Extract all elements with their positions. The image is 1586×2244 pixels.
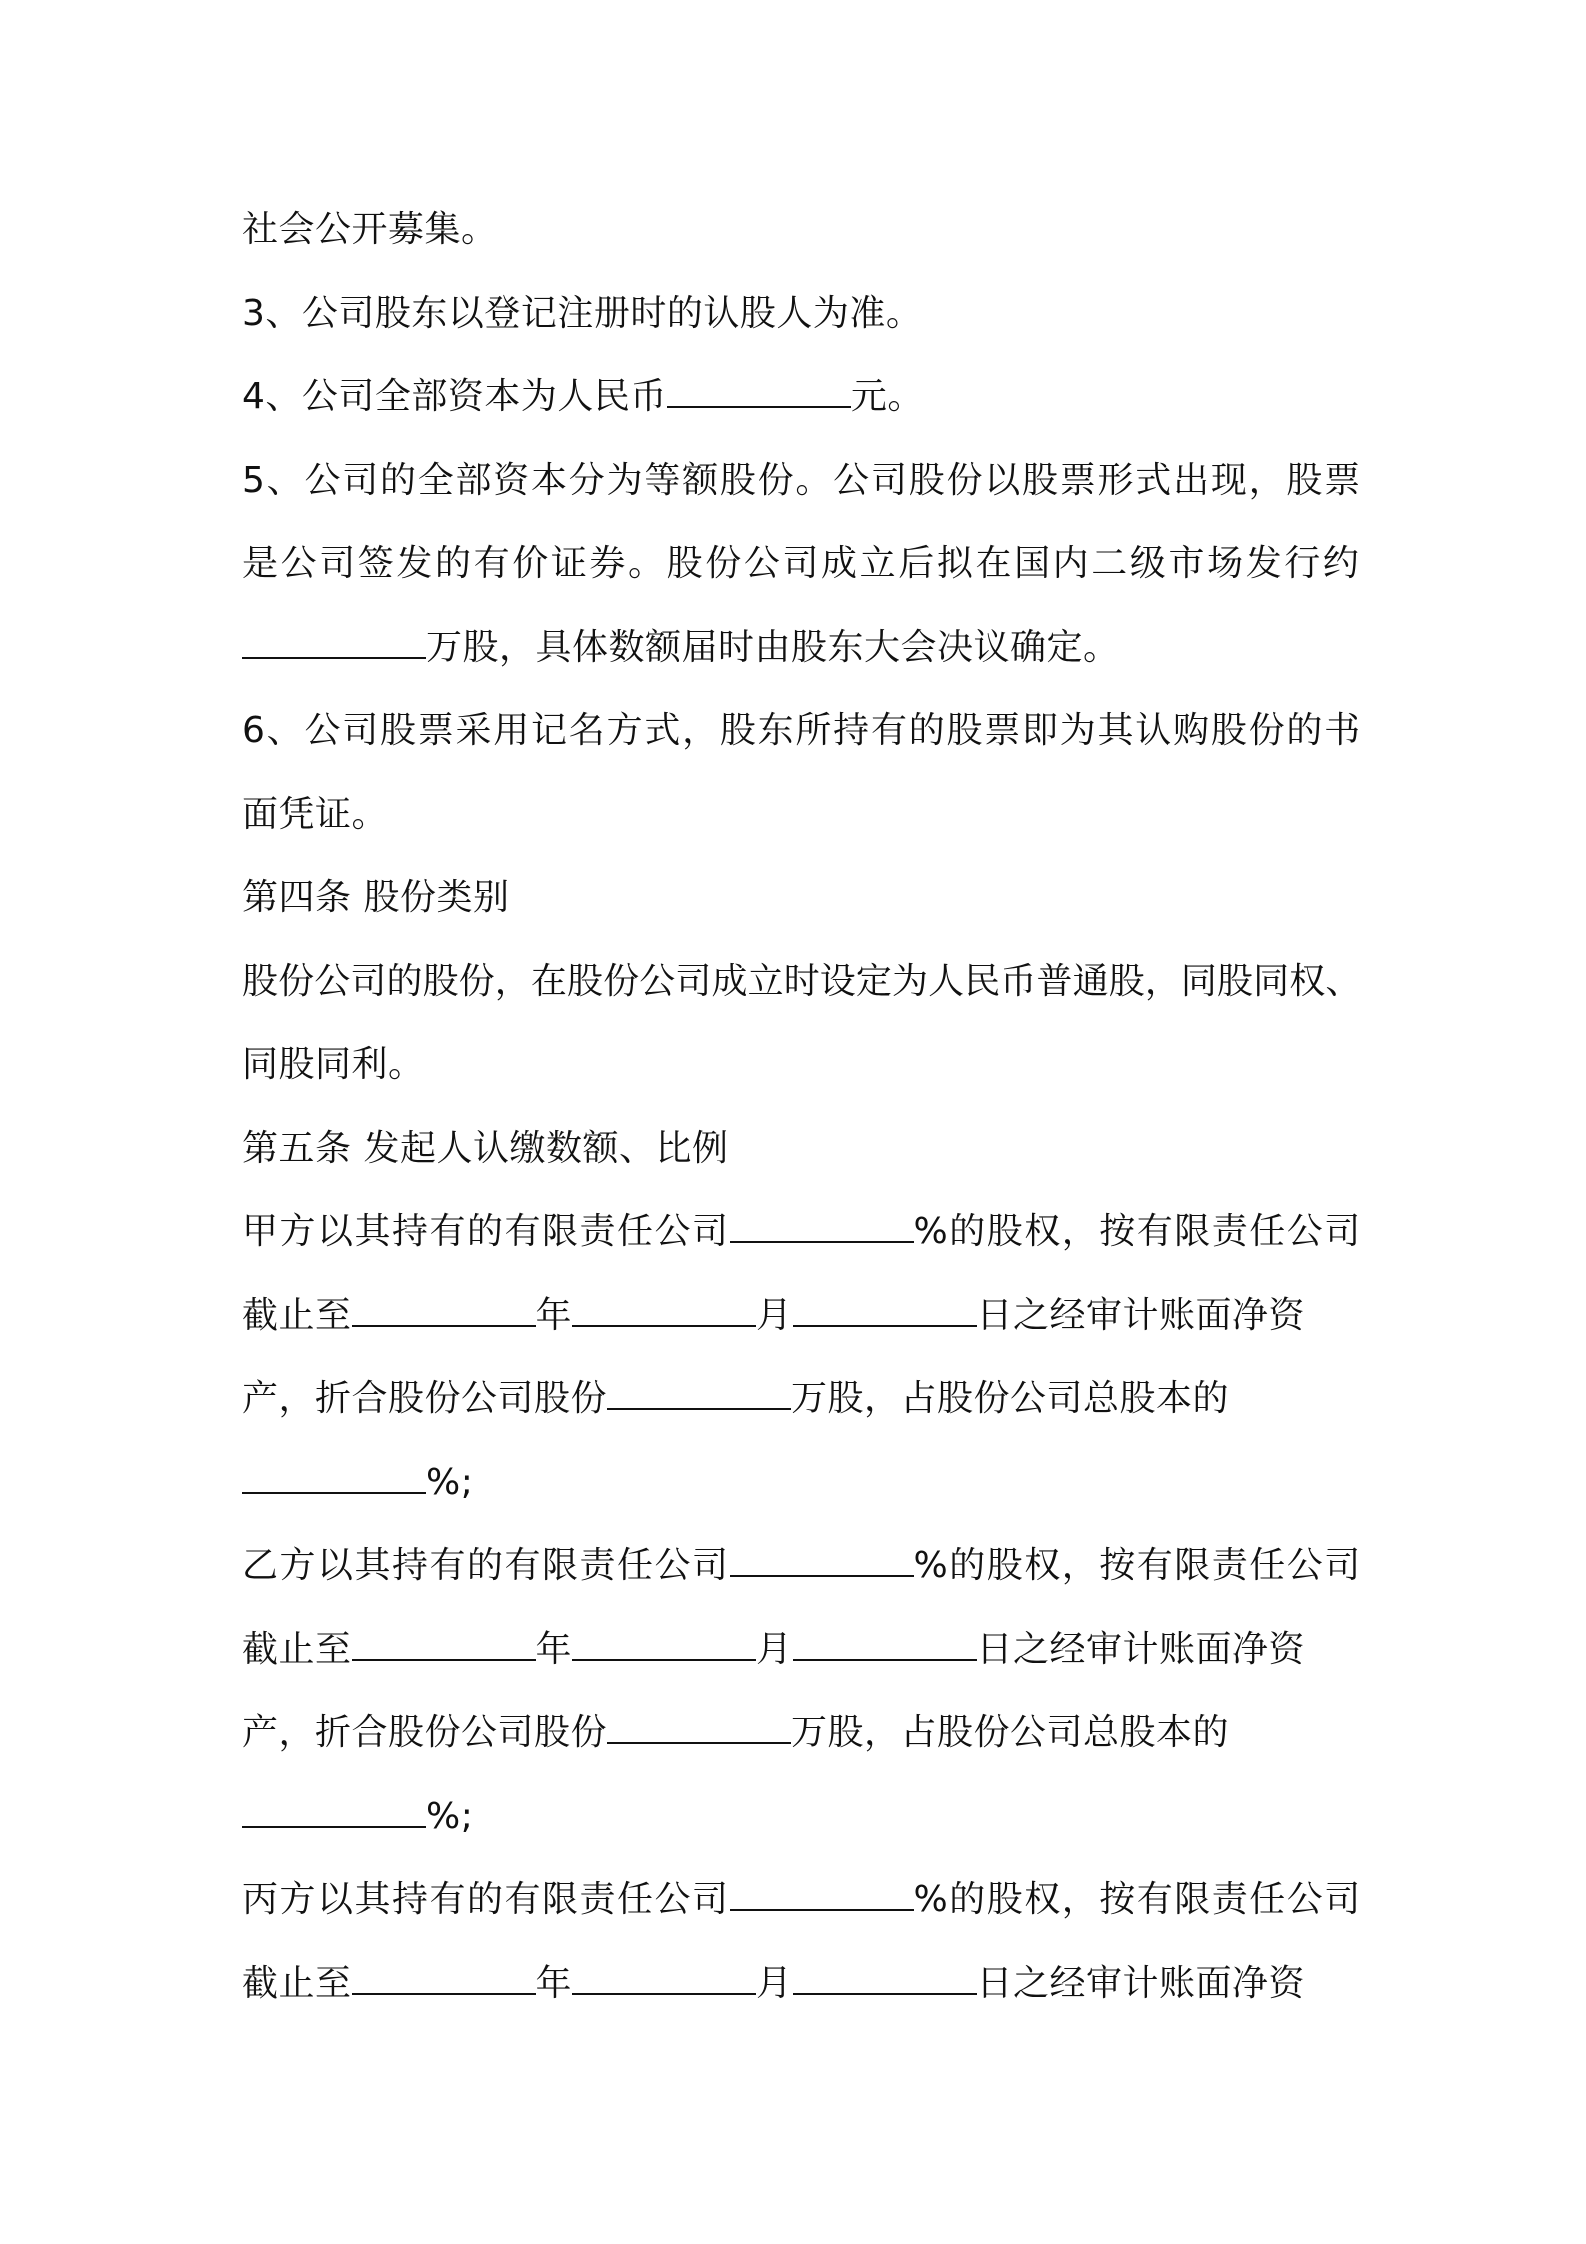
text-segment: 月 <box>756 1294 793 1336</box>
text-segment: 丙方以其持有的有限责任公司 <box>242 1879 730 1920</box>
text-segment: 月 <box>756 1628 793 1670</box>
text-line <box>242 1795 473 1839</box>
text-segment: %; <box>426 1795 474 1837</box>
text-segment: 万股，占股份公司总股本的 <box>791 1378 1230 1419</box>
text-line <box>242 459 1362 503</box>
text-line <box>242 1962 1305 2006</box>
article-heading <box>242 1127 728 1171</box>
text-segment: 产，折合股份公司股份 <box>242 1712 608 1753</box>
text-segment: 第五条 发起人认缴数额、比例 <box>242 1127 729 1169</box>
fill-in-blank <box>352 1963 536 1995</box>
text-segment: 万股，具体数额届时由股东大会决议确定。 <box>426 626 1120 668</box>
text-line <box>242 626 1120 670</box>
fill-in-blank <box>607 1712 791 1744</box>
text-line <box>242 1043 425 1087</box>
text-segment: 截止至 <box>242 1628 352 1670</box>
text-segment: 日之经审计账面净资 <box>976 1294 1306 1336</box>
fill-in-blank <box>730 1879 914 1911</box>
text-line <box>242 793 388 837</box>
text-segment: 年 <box>535 1294 573 1336</box>
fill-in-blank <box>242 1796 426 1828</box>
fill-in-blank <box>352 1629 536 1661</box>
fill-in-blank <box>793 1629 977 1661</box>
text-segment: 日之经审计账面净资 <box>976 1628 1306 1670</box>
text-line <box>242 292 922 336</box>
text-segment: 元。 <box>850 376 924 417</box>
text-line <box>242 1210 1362 1254</box>
text-line <box>242 1711 1229 1755</box>
text-segment: %; <box>426 1461 474 1503</box>
fill-in-blank <box>572 1629 756 1661</box>
text-segment: 截止至 <box>242 1294 352 1336</box>
text-segment: 截止至 <box>242 1962 352 2004</box>
text-line <box>242 208 498 252</box>
document-page <box>242 0 1362 2244</box>
fill-in-blank <box>572 1963 756 1995</box>
text-line <box>242 542 1362 586</box>
text-segment: 产，折合股份公司股份 <box>242 1378 608 1419</box>
text-line <box>242 709 1362 753</box>
fill-in-blank <box>352 1295 536 1327</box>
fill-in-blank <box>730 1211 914 1243</box>
fill-in-blank <box>242 1462 426 1494</box>
text-line <box>242 1878 1362 1922</box>
text-segment: 同股同利。 <box>242 1044 425 1085</box>
text-line <box>242 1377 1229 1421</box>
text-segment: 4、公司全部资本为人民币 <box>242 376 667 417</box>
fill-in-blank <box>793 1963 977 1995</box>
text-segment: 万股，占股份公司总股本的 <box>791 1712 1230 1753</box>
text-segment: 第四条 股份类别 <box>242 877 510 918</box>
text-segment: %的股权，按有限责任公司 <box>913 1879 1362 1920</box>
fill-in-blank <box>667 376 851 408</box>
text-line <box>242 375 924 419</box>
text-segment: 年 <box>535 1628 573 1670</box>
article-heading <box>242 876 509 920</box>
text-segment: 6、公司股票采用记名方式，股东所持有的股票即为其认购股份的书 <box>242 710 1362 751</box>
text-segment: 是公司签发的有价证券。股份公司成立后拟在国内二级市场发行约 <box>242 543 1362 584</box>
text-line <box>242 1628 1305 1672</box>
text-segment: 甲方以其持有的有限责任公司 <box>242 1211 730 1252</box>
text-segment: 面凭证。 <box>242 793 389 835</box>
text-line <box>242 1294 1305 1338</box>
fill-in-blank <box>730 1545 914 1577</box>
fill-in-blank <box>607 1378 791 1410</box>
fill-in-blank <box>572 1295 756 1327</box>
text-line <box>242 1461 473 1505</box>
fill-in-blank <box>793 1295 977 1327</box>
text-line <box>242 1544 1362 1588</box>
text-segment: 股份公司的股份，在股份公司成立时设定为人民币普通股，同股同权、 <box>242 960 1362 1002</box>
text-segment: 年 <box>535 1962 573 2004</box>
fill-in-blank <box>242 627 426 659</box>
text-segment: 5、公司的全部资本分为等额股份。公司股份以股票形式出现，股票 <box>242 459 1362 501</box>
text-segment: 乙方以其持有的有限责任公司 <box>242 1545 730 1586</box>
text-segment: %的股权，按有限责任公司 <box>913 1545 1362 1586</box>
text-line <box>242 960 1362 1004</box>
text-segment: 3、公司股东以登记注册时的认股人为准。 <box>242 292 923 334</box>
text-segment: %的股权，按有限责任公司 <box>913 1211 1362 1252</box>
text-segment: 社会公开募集。 <box>242 209 498 250</box>
text-segment: 日之经审计账面净资 <box>976 1962 1306 2004</box>
text-segment: 月 <box>756 1962 793 2004</box>
